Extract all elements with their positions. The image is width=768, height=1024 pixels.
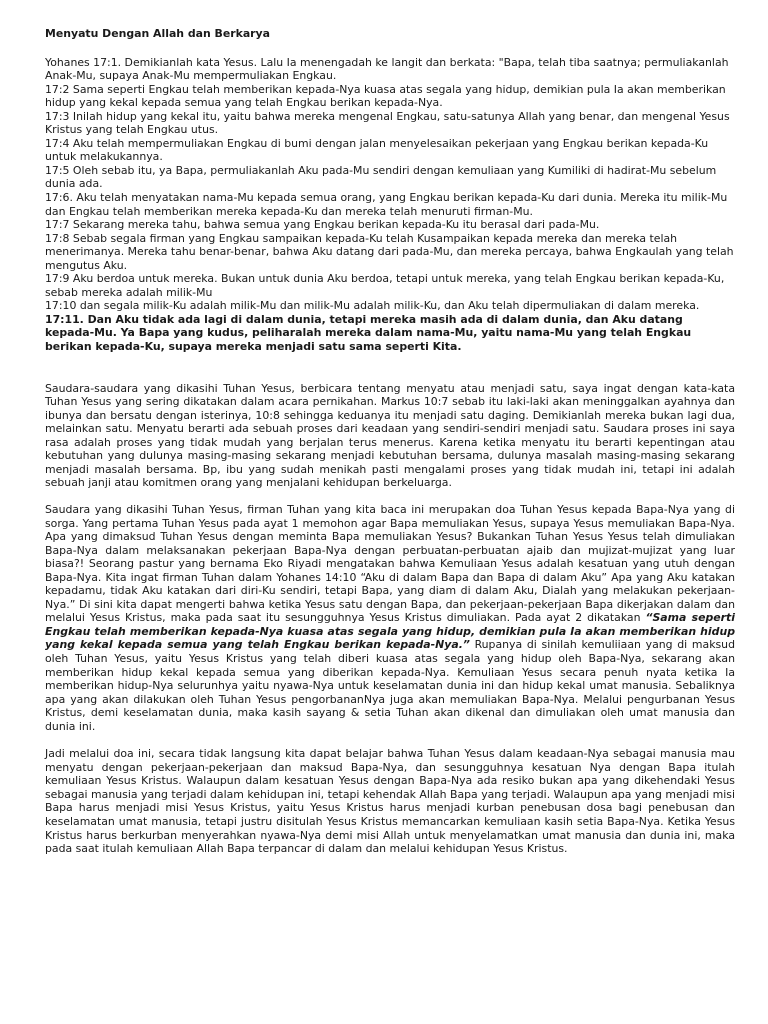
verse-highlighted: 17:11. Dan Aku tidak ada lagi di dalam dunia, tetapi mereka masih ada di dalam dunia, dan Aku datang kepada-Mu. Ya Bapa yang kudus, peliharalah mereka dalam nama-Mu, yaitu nama-Mu yang telah Engkau berikan kepada-Ku, supaya mereka menjadi satu sama seperti Kita. [45, 312, 692, 354]
body-paragraph-1: Saudara-saudara yang dikasihi Tuhan Yesus, berbicara tentang menyatu atau menjadi satu, saya ingat dengan kata-kata Tuhan Yesus yang sering dikatakan dalam acara pernikahan. Markus 10:7 sebab itu laki-laki akan meninggalkan ayahnya dan ibunya dan bersatu dengan isterinya, 10:8 sehingga keduanya itu menjadi satu daging. Demikianlah mereka bukan lagi dua, melainkan satu. Menyatu berarti ada sebuah proses dari keadaan yang sendiri-sendiri menjadi satu. Saudara proses ini saya rasa adalah proses yang tidak mudah yang berjalan terus menerus. Karena ketika menyatu itu berarti kepentingan atau kebutuhan yang dulunya masing-masing sekarang menjadi kebutuhan bersama, dulunya masalah masing-masing sekarang menjadi masalah bersama. Bp, ibu yang sudah menikah pasti mengalami proses yang tidak mudah ini, tetapi ini adalah sebuah janji atau komitmen orang yang menjalani kehidupan berkeluarga. [45, 381, 735, 490]
verse: 17:4 Aku telah mempermuliakan Engkau di bumi dengan jalan menyelesaikan pekerjaan yang Engkau berikan kepada-Ku untuk melakukannya. [45, 136, 709, 164]
verse: 17:7 Sekarang mereka tahu, bahwa semua yang Engkau berikan kepada-Ku itu berasal dari pada-Mu. [45, 218, 600, 232]
paragraph-2-text-continued: Rupanya di sinilah kemuliiaan yang di maksud oleh Tuhan Yesus, yaitu Yesus Kristus yang telah diberi kuasa atas segala yang hidup oleh Bapa-Nya, sekarang akan memberikan hidup kekal kepada semua yang diberikan kepada-Nya. Kemuliaan Yesus secara penuh nyata ketika Ia memberikan hidup-Nya selurunhya yaitu nyawa-Nya untuk keselamatan dunia ini dan hidup kekal umat manusia. Sebaliknya apa yang akan dilakukan oleh Tuhan Yesus pengorbananNya juga akan memuliakan Bapa-Nya. Melalui pengurbanan Yesus Kristus, demi keselamatan dunia, maka kasih sayang & setia Tuhan akan dikenal dan dimuliakan oleh umat manusia dan dunia ini. [45, 638, 735, 733]
verse: 17:2 Sama seperti Engkau telah memberikan kepada-Nya kuasa atas segala yang hidup, demikian pula Ia akan memberikan hidup yang kekal kepada semua yang telah Engkau berikan kepada-Nya. [45, 82, 726, 110]
paragraph-2-text: Saudara yang dikasihi Tuhan Yesus, firman Tuhan yang kita baca ini merupakan doa Tuhan Yesus kepada Bapa-Nya yang di sorga. Yang pertama Tuhan Yesus pada ayat 1 memohon agar Bapa memuliakan Yesus, supaya Yesus memuliakan Bapa-Nya. Apa yang dimaksud Tuhan Yesus dengan meminta Bapa memuliakan Yesus? Bukankan Tuhan Yesus Yesus telah dimuliakan Bapa-Nya dalam melaksanakan pekerjaan Bapa-Nya dengan perbuatan-perbuatan ajaib dan mujizat-mujizat yang luar biasa?! Seorang pastur yang bernama Eko Riyadi mengatakan bahwa Kemuliaan Yesus adalah kesatuan yang utuh dengan Bapa-Nya. Kita ingat firman Tuhan dalam Yohanes 14:10 “Aku di dalam Bapa dan Bapa di dalam Aku” Apa yang Aku katakan kepadamu, tidak Aku katakan dari diri-Ku sendiri, tetapi Bapa, yang diam di dalam Aku, Dialah yang melakukan pekerjaan-Nya.” Di sini kita dapat mengerti bahwa ketika Yesus satu dengan Bapa, dan pekerjaan-pekerjaan Bapa dikerjakan dalam dan melalui Yesus Kristus, maka pada saat itu sesungguhnya Yesus Kristus dimuliakan. Pada ayat 2 dikatakan [45, 502, 735, 625]
verse: 17:3 Inilah hidup yang kekal itu, yaitu bahwa mereka mengenal Engkau, satu-satunya Allah yang benar, dan mengenal Yesus Kristus yang telah Engkau utus. [45, 109, 730, 137]
verse: 17:8 Sebab segala firman yang Engkau sampaikan kepada-Ku telah Kusampaikan kepada mereka dan mereka telah menerimanya. Mereka tahu benar-benar, bahwa Aku datang dari pada-Mu, dan mereka percaya, bahwa Engkaulah yang telah mengutus Aku. [45, 231, 734, 272]
document-page [45, 27, 735, 856]
body-paragraph-2 [45, 503, 735, 733]
verse: 17:6. Aku telah menyatakan nama-Mu kepada semua orang, yang Engkau berikan kepada-Ku dari dunia. Mereka itu milik-Mu dan Engkau telah memberikan mereka kepada-Ku dan mereka telah menuruti firman-Mu. [45, 191, 728, 218]
verse: 17:10 dan segala milik-Ku adalah milik-Mu dan milik-Mu adalah milik-Ku, dan Aku telah dipermuliakan di dalam mereka. [45, 299, 700, 313]
verse-quote: “Sama seperti Engkau telah memberikan kepada-Nya kuasa atas segala yang hidup, demikian pula Ia akan memberikan hidup yang kekal kepada semua yang telah Engkau berikan kepada-Nya.” [45, 611, 735, 652]
verse: 17:5 Oleh sebab itu, ya Bapa, permuliakanlah Aku pada-Mu sendiri dengan kemuliaan yang Kumiliki di hadirat-Mu sebelum dunia ada. [45, 163, 717, 191]
scripture-verses [45, 56, 735, 354]
document-title: Menyatu Dengan Allah dan Berkarya [45, 27, 270, 40]
body-paragraph-3: Jadi melalui doa ini, secara tidak langsung kita dapat belajar bahwa Tuhan Yesus dalam keadaan-Nya sebagai manusia mau menyatu dengan pekerjaan-pekerjaan dan maksud Bapa-Nya, dan sesungguhnya kesatuan Nya dengan Bapa itulah kemuliaan Yesus Kristus. Walaupun dalam kesatuan Yesus dengan Bapa-Nya ada resiko bukan apa yang dikehendaki Yesus sebagai manusia yang terjadi dalam kehidupan ini, tetapi kehendak Allah Bapa yang terjadi. Walaupun apa yang menjadi misi Bapa harus menjadi misi Yesus Kristus, yaitu Yesus Kristus harus menjadi kurban penebusan dosa bagi penebusan dan keselamatan umat manusia, tetapi justru disitulah Yesus Kristus memancarkan kemuliaan kasih setia Bapa-Nya. Ketika Yesus Kristus harus berkurban menyerahkan nyawa-Nya demi misi Allah untuk menyelamatkan umat manusia dan dunia ini, maka pada saat itulah kemuliaan Allah Bapa terpancar di dalam dan melalui kehidupan Yesus Kristus. [45, 747, 735, 856]
verse: Yohanes 17:1. Demikianlah kata Yesus. Lalu Ia menengadah ke langit dan berkata: "Bapa, telah tiba saatnya; permuliakanlah Anak-Mu, supaya Anak-Mu mempermuliakan Engkau. [45, 55, 729, 83]
verse: 17:9 Aku berdoa untuk mereka. Bukan untuk dunia Aku berdoa, tetapi untuk mereka, yang telah Engkau berikan kepada-Ku, sebab mereka adalah milik-Mu [45, 272, 725, 299]
